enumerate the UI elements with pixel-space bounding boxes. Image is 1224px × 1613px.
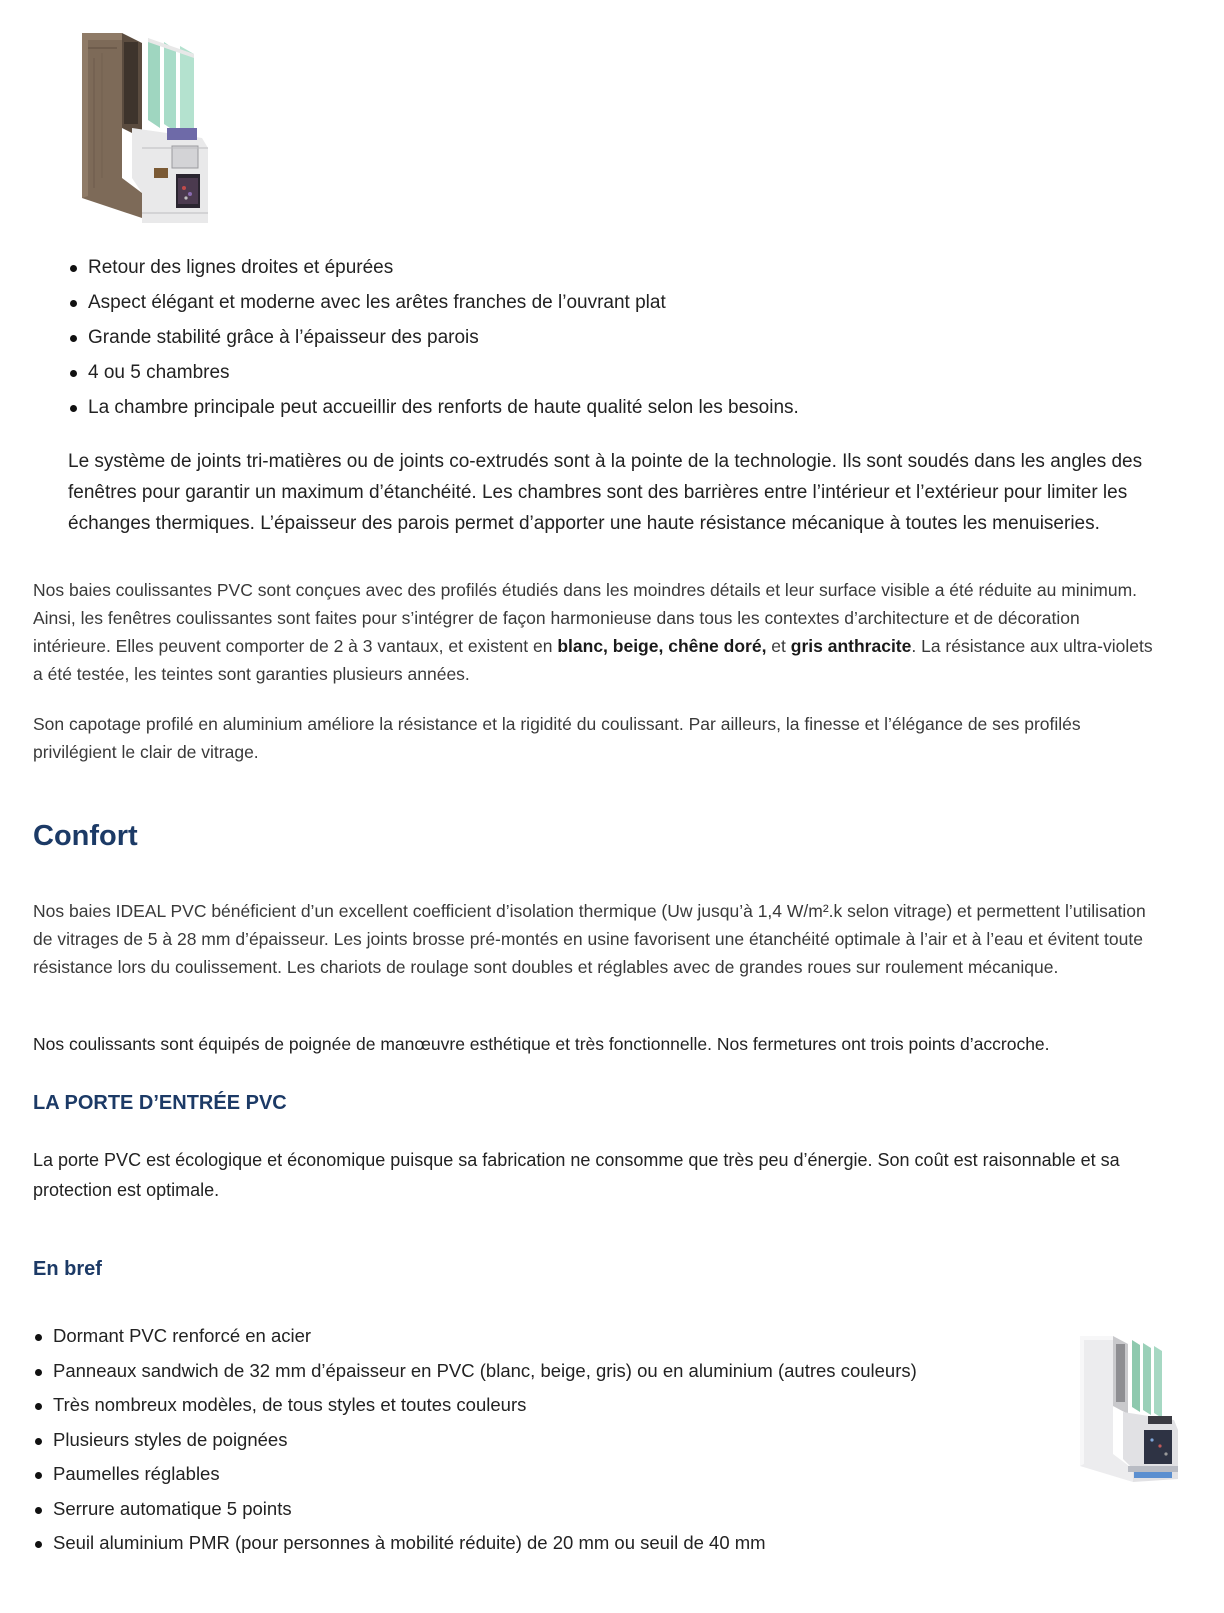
list-item: Retour des lignes droites et épurées bbox=[68, 250, 799, 285]
list-item: La chambre principale peut accueillir des renforts de haute qualité selon les besoins. bbox=[68, 390, 799, 425]
bref-heading: En bref bbox=[33, 1258, 102, 1280]
list-item: Très nombreux modèles, de tous styles et toutes couleurs bbox=[33, 1388, 917, 1423]
porte-heading: LA PORTE D’ENTRÉE PVC bbox=[33, 1092, 287, 1114]
color-options-bold: blanc, beige, chêne doré, bbox=[557, 636, 767, 656]
joints-paragraph: Le système de joints tri-matières ou de joints co-extrudés sont à la pointe de la technologie. Ils sont soudés dans les angles des fenêtres pour garantir un maximum d’étanchéité. Les chambres sont des barrières entre l’intérieur et l’extérieur pour limiter les échanges thermiques. L’épaisseur des parois permet d’apporter une haute résistance mécanique à toutes les menuiseries. bbox=[68, 451, 1143, 534]
confort-paragraph: Nos baies IDEAL PVC bénéficient d’un excellent coefficient d’isolation thermique (Uw jusqu’à 1,4 W/m².k selon vitrage) et permettent l’utilisation de vitrages de 5 à 28 mm d’épaisseur. Les joints brosse pré-montés en usine favorisent une étanchéité optimale à l’air et à l’eau et évitent toute résistance lors du coulissement. Les chariots de roulage sont doubles et réglables avec de grandes roues sur roulement mécanique. bbox=[33, 901, 1146, 977]
list-item: Paumelles réglables bbox=[33, 1457, 917, 1492]
features-list-top bbox=[68, 250, 799, 425]
list-item: Plusieurs styles de poignées bbox=[33, 1423, 917, 1458]
porte-paragraph: La porte PVC est écologique et économique puisque sa fabrication ne consomme que très peu d’énergie. Son coût est raisonnable et sa protection est optimale. bbox=[33, 1150, 1120, 1200]
confort-heading: Confort bbox=[33, 820, 138, 852]
list-item: 4 ou 5 chambres bbox=[68, 355, 799, 390]
list-item: Dormant PVC renforcé en acier bbox=[33, 1319, 917, 1354]
list-item: Seuil aluminium PMR (pour personnes à mobilité réduite) de 20 mm ou seuil de 40 mm bbox=[33, 1526, 917, 1561]
features-list-bottom bbox=[33, 1319, 917, 1561]
door-profile-image bbox=[1078, 1334, 1188, 1484]
poignee-paragraph: Nos coulissants sont équipés de poignée de manœuvre esthétique et très fonctionnelle. Nos fermetures ont trois points d’accroche. bbox=[33, 1034, 1050, 1054]
capotage-paragraph: Son capotage profilé en aluminium améliore la résistance et la rigidité du coulissant. Par ailleurs, la finesse et l’élégance de ses profilés privilégient le clair de vitrage. bbox=[33, 714, 1081, 762]
list-item: Serrure automatique 5 points bbox=[33, 1492, 917, 1527]
baies-paragraph: Nos baies coulissantes PVC sont conçues avec des profilés étudiés dans les moindres détails et leur surface visible a été réduite au minimum. Ainsi, les fenêtres coulissantes sont faites pour s’intégrer de façon harmonieuse dans tous les contextes d’architecture et de décoration intérieure. Elles peuvent comporter de 2 à 3 vantaux, et existent en blanc, beige, chêne doré, et gris anthracite. La résistance aux ultra-violets a été testée, les teintes sont garanties plusieurs années. bbox=[33, 580, 1153, 684]
list-item: Grande stabilité grâce à l’épaisseur des parois bbox=[68, 320, 799, 355]
list-item: Panneaux sandwich de 32 mm d’épaisseur en PVC (blanc, beige, gris) ou en aluminium (autres couleurs) bbox=[33, 1354, 917, 1389]
window-profile-image bbox=[72, 28, 222, 226]
anthracite-bold: gris anthracite bbox=[790, 636, 912, 656]
list-item: Aspect élégant et moderne avec les arêtes franches de l’ouvrant plat bbox=[68, 285, 799, 320]
